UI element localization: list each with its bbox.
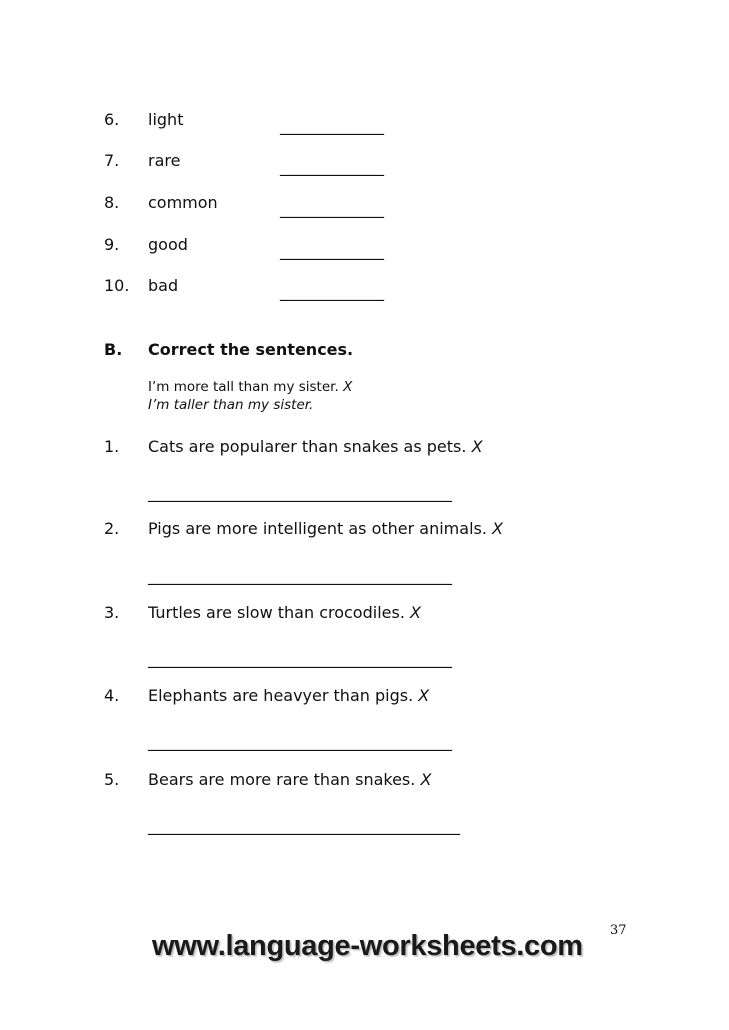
- page-number: 37: [610, 923, 627, 938]
- item-number: 8.: [104, 193, 120, 212]
- adjective-word: rare: [148, 151, 181, 170]
- adjective-word: common: [148, 193, 218, 212]
- answer-blank[interactable]: _____________: [280, 116, 384, 135]
- sentence: [148, 519, 503, 539]
- answer-line[interactable]: ______________________________________: [148, 732, 452, 751]
- item-number: 10.: [104, 276, 130, 295]
- answer-line[interactable]: _______________________________________: [148, 816, 460, 835]
- answer-blank[interactable]: _____________: [280, 282, 384, 301]
- website-watermark: www.language-worksheets.com: [152, 930, 583, 962]
- answer-line[interactable]: ______________________________________: [148, 566, 452, 585]
- wrong-mark: X: [471, 437, 483, 456]
- item-number: 5.: [104, 770, 120, 789]
- wrong-mark: X: [343, 379, 353, 395]
- item-number: 2.: [104, 519, 120, 538]
- sentence-text: Elephants are heavyer than pigs.: [148, 686, 414, 705]
- section-label: B.: [104, 340, 123, 359]
- wrong-mark: X: [492, 519, 503, 538]
- adjective-word: light: [148, 110, 184, 129]
- item-number: 7.: [104, 151, 120, 170]
- sentence: [148, 603, 421, 623]
- item-number: 6.: [104, 110, 120, 129]
- wrong-mark: X: [418, 686, 430, 705]
- sentence-text: Cats are popularer than snakes as pets.: [148, 437, 467, 456]
- sentence-text: Pigs are more intelligent as other animals.: [148, 519, 487, 538]
- wrong-mark: X: [420, 770, 432, 789]
- example-correct: I’m taller than my sister.: [148, 397, 314, 413]
- answer-blank[interactable]: _____________: [280, 241, 384, 260]
- item-number: 9.: [104, 235, 120, 254]
- item-number: 4.: [104, 686, 120, 705]
- sentence: [148, 686, 429, 706]
- sentence: [148, 437, 483, 457]
- sentence: [148, 770, 431, 790]
- example-wrong-text: I’m more tall than my sister.: [148, 379, 339, 395]
- item-number: 3.: [104, 603, 120, 622]
- section-title: Correct the sentences.: [148, 340, 354, 359]
- sentence-text: Turtles are slow than crocodiles.: [148, 603, 405, 622]
- answer-blank[interactable]: _____________: [280, 157, 384, 176]
- answer-line[interactable]: ______________________________________: [148, 483, 452, 502]
- sentence-text: Bears are more rare than snakes.: [148, 770, 416, 789]
- wrong-mark: X: [410, 603, 421, 622]
- answer-blank[interactable]: _____________: [280, 199, 384, 218]
- item-number: 1.: [104, 437, 120, 456]
- adjective-word: bad: [148, 276, 179, 295]
- answer-line[interactable]: ______________________________________: [148, 649, 452, 668]
- adjective-word: good: [148, 235, 188, 254]
- example-wrong: [148, 379, 352, 396]
